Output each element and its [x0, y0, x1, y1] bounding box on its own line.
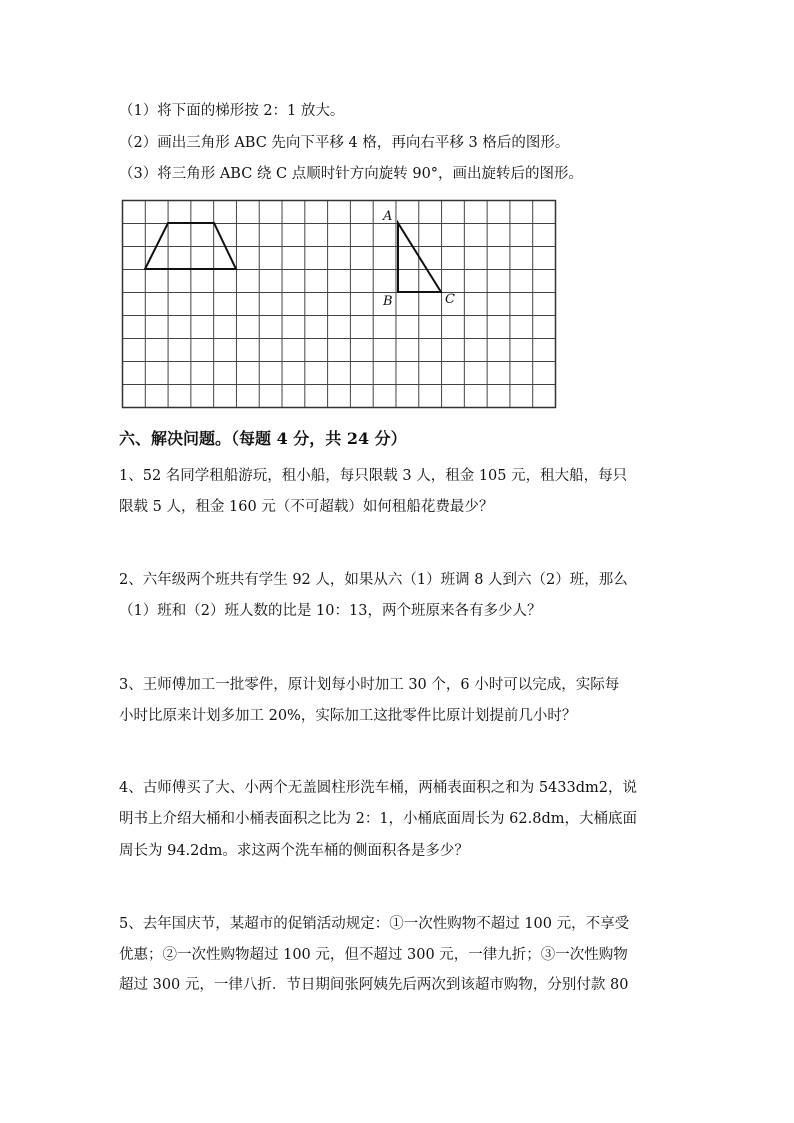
- instruction-1: （1）将下面的梯形按 2：1 放大。: [119, 103, 345, 119]
- grid-border: [123, 201, 556, 408]
- problem-5-line-2: 优惠；②一次性购物超过 100 元，但不超过 300 元，一律九折；③一次性购物: [119, 947, 628, 963]
- problem-4-line-2: 明书上介绍大桶和小桶表面积之比为 2：1，小桶底面周长为 62.8dm，大桶底面: [119, 811, 637, 827]
- problem-3-line-1: 3、王师傅加工一批零件，原计划每小时加工 30 个，6 小时可以完成，实际每: [119, 677, 620, 693]
- grid-lines: [123, 201, 556, 408]
- problem-5-line-3: 超过 300 元，一律八折．节日期间张阿姨先后两次到该超市购物，分别付款 80: [119, 977, 629, 993]
- triangle-abc: [398, 223, 441, 292]
- vertex-label-b: B: [383, 294, 393, 309]
- problem-1-line-1: 1、52 名同学租船游玩，租小船，每只限载 3 人，租金 105 元，租大船，每只: [119, 468, 628, 484]
- section-heading: 六、解决问题。（每题 4 分，共 24 分）: [119, 429, 407, 448]
- vertex-label-a: A: [383, 209, 393, 224]
- problem-4-line-1: 4、古师傅买了大、小两个无盖圆柱形洗车桶，两桶表面积之和为 5433dm2，说: [119, 780, 637, 796]
- problem-5-line-1: 5、去年国庆节，某超市的促销活动规定：①一次性购物不超过 100 元，不享受: [119, 916, 630, 932]
- problem-2-line-1: 2、六年级两个班共有学生 92 人，如果从六（1）班调 8 人到六（2）班，那么: [119, 572, 628, 588]
- grid-figure: [119, 198, 559, 412]
- problem-3-line-2: 小时比原来计划多加工 20%，实际加工这批零件比原计划提前几小时？: [119, 708, 577, 724]
- vertex-label-c: C: [445, 292, 455, 307]
- problem-1-line-2: 限载 5 人，租金 160 元（不可超载）如何租船花费最少？: [119, 499, 494, 515]
- instruction-3: （3）将三角形 ABC 绕 C 点顺时针方向旋转 90°，画出旋转后的图形。: [119, 166, 584, 182]
- problem-2-line-2: （1）班和（2）班人数的比是 10：13，两个班原来各有多少人？: [119, 603, 542, 619]
- instruction-2: （2）画出三角形 ABC 先向下平移 4 格，再向右平移 3 格后的图形。: [119, 135, 570, 151]
- problem-4-line-3: 周长为 94.2dm。求这两个洗车桶的侧面积各是多少？: [119, 843, 469, 859]
